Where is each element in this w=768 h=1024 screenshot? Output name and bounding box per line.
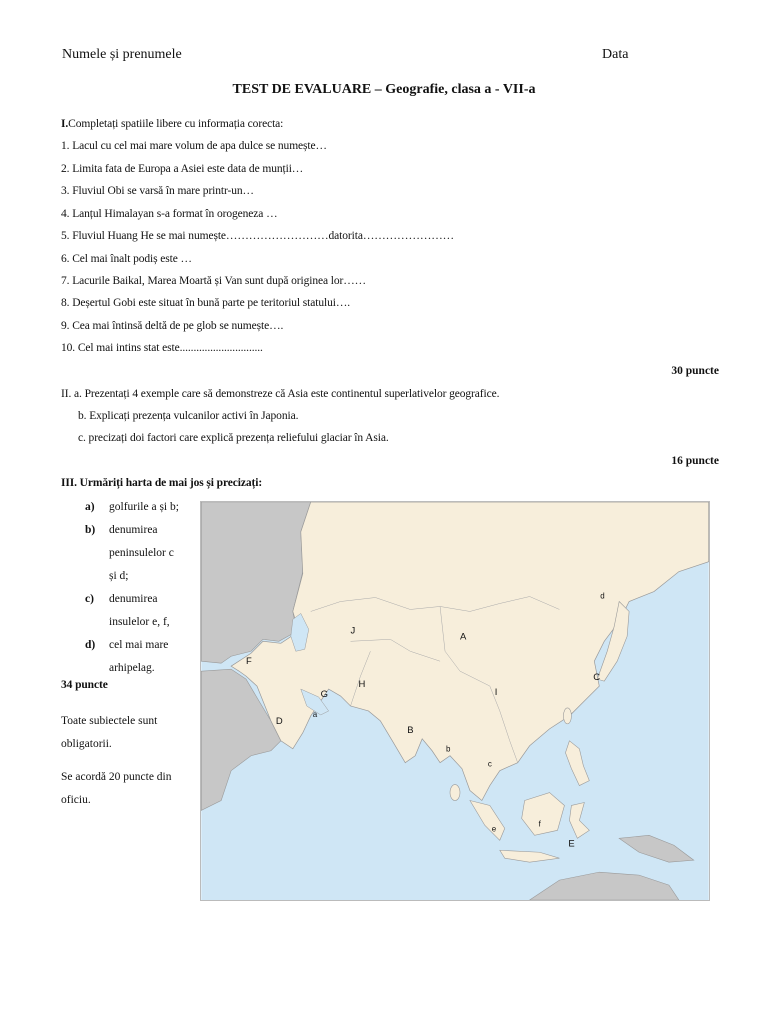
section3-items bbox=[109, 496, 179, 680]
label-d: d bbox=[600, 591, 605, 601]
label-D: D bbox=[275, 715, 283, 727]
item-b-line: și d; bbox=[109, 570, 129, 582]
label-J: J bbox=[350, 625, 356, 637]
question-6: 6. Cel mai înalt podiș este … bbox=[61, 253, 192, 265]
section1-intro-text: Completați spatiile libere cu informația corecta: bbox=[68, 118, 284, 130]
question-5: 5. Fluviul Huang He se mai numește………………………datorita…………………… bbox=[61, 230, 455, 242]
sri-lanka-island bbox=[450, 785, 460, 801]
question-9: 9. Cea mai întinsă deltă de pe glob se numește…. bbox=[61, 320, 284, 332]
taiwan-island bbox=[563, 708, 571, 724]
question-1: 1. Lacul cu cel mai mare volum de apa dulce se numește… bbox=[61, 140, 327, 152]
item-marker-c: c) bbox=[85, 593, 94, 605]
item-a-line: golfurile a și b; bbox=[109, 501, 179, 513]
question-10: 10. Cel mai intins stat este.............................. bbox=[61, 342, 263, 354]
label-E: E bbox=[568, 838, 575, 850]
name-label: Numele și prenumele bbox=[62, 47, 182, 62]
item-b-line: denumirea bbox=[109, 524, 158, 536]
section2-points: 16 puncte bbox=[671, 455, 719, 467]
question-8: 8. Deșertul Gobi este situat în bună parte pe teritoriul statului…. bbox=[61, 297, 351, 309]
section3-heading: III. Urmăriți harta de mai jos și precizați: bbox=[61, 477, 263, 489]
section2-item-c: c. precizați doi factori care explică prezența reliefului glaciar în Asia. bbox=[78, 432, 389, 444]
question-2: 2. Limita fata de Europa a Asiei este data de munții… bbox=[61, 163, 304, 175]
label-I: I bbox=[494, 687, 498, 699]
item-d-line: arhipelag. bbox=[109, 662, 155, 674]
label-c: c bbox=[487, 759, 492, 769]
section1-points: 30 puncte bbox=[671, 365, 719, 377]
section1-numeral: I. bbox=[61, 118, 69, 130]
item-d-line: cel mai mare bbox=[109, 639, 169, 651]
item-c-line: denumirea bbox=[109, 593, 158, 605]
label-G: G bbox=[320, 689, 329, 701]
item-marker-d: d) bbox=[85, 639, 96, 651]
label-C: C bbox=[593, 672, 601, 684]
section3-points: 34 puncte bbox=[61, 679, 108, 691]
date-label: Data bbox=[602, 47, 629, 62]
page-title: TEST DE EVALUARE – Geografie, clasa a - VII-a bbox=[232, 82, 536, 97]
question-4: 4. Lanțul Himalayan s-a format în orogeneza … bbox=[61, 208, 278, 220]
label-a: a bbox=[312, 709, 318, 719]
section1-intro bbox=[61, 118, 283, 130]
note-mandatory: Toate subiectele sunt obligatorii. bbox=[61, 715, 158, 750]
item-marker-b: b) bbox=[85, 524, 96, 536]
item-b-line: peninsulelor c bbox=[109, 547, 174, 559]
note-bonus-points: Se acordă 20 puncte din oficiu. bbox=[61, 771, 172, 806]
item-marker-a: a) bbox=[85, 501, 95, 513]
question-3: 3. Fluviul Obi se varsă în mare printr-un… bbox=[61, 185, 254, 197]
item-c-line: insulelor e, f, bbox=[109, 616, 170, 628]
section2-item-b: b. Explicați prezența vulcanilor activi în Japonia. bbox=[78, 410, 299, 422]
section3-markers bbox=[85, 496, 95, 680]
label-e: e bbox=[491, 824, 497, 834]
label-A: A bbox=[459, 631, 467, 643]
label-b: b bbox=[446, 744, 451, 754]
asia-map bbox=[200, 501, 710, 901]
section2-item-a: II. a. Prezentați 4 exemple care să demonstreze că Asia este continentul superlativelor geografice. bbox=[61, 388, 500, 400]
question-7: 7. Lacurile Baikal, Marea Moartă și Van sunt după originea lor…… bbox=[61, 275, 367, 287]
label-F: F bbox=[246, 656, 252, 668]
label-B: B bbox=[407, 724, 414, 736]
label-H: H bbox=[358, 679, 366, 691]
label-f: f bbox=[538, 819, 541, 829]
